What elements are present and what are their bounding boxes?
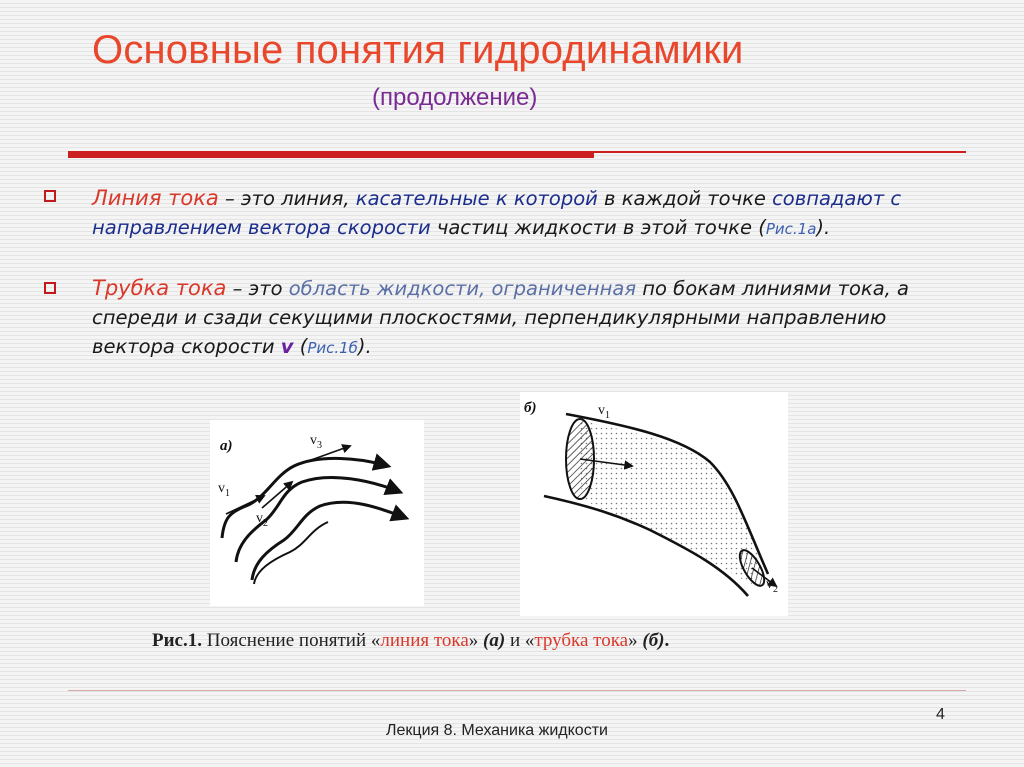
text-highlight: область жидкости, ограниченная xyxy=(288,277,637,300)
text-fragment: ). xyxy=(357,335,372,358)
text-fragment: ( xyxy=(293,335,308,358)
title-underline-thin xyxy=(594,151,966,153)
text-fragment: в каждой точке xyxy=(597,187,773,210)
velocity-vector-symbol: v xyxy=(280,335,294,358)
caption-text: » xyxy=(628,630,643,651)
page-number: 4 xyxy=(936,706,945,723)
caption-text: » xyxy=(468,630,484,651)
text-highlight: касательные к которой xyxy=(355,187,598,210)
figure-b-label: б) xyxy=(524,400,537,416)
caption-text: и « xyxy=(505,630,535,651)
caption-end: . xyxy=(664,630,670,651)
tube-fill xyxy=(578,420,760,584)
title-underline-thick xyxy=(68,151,594,158)
velocity-vector-v3 xyxy=(300,446,350,464)
text-fragment: частиц жидкости в этой точке ( xyxy=(430,216,766,239)
slide-title: Основные понятия гидродинамики xyxy=(92,28,744,72)
streamline xyxy=(222,458,388,538)
caption-prefix: Рис.1. xyxy=(152,630,202,651)
bullet-square-icon xyxy=(44,190,56,202)
footer-divider xyxy=(68,690,966,691)
term-streamline: Линия тока xyxy=(92,186,219,210)
caption-term-b: трубка тока xyxy=(534,630,629,651)
slide-subtitle: (продолжение) xyxy=(372,84,538,111)
text-fragment: по бокам линиями тока, а спереди и сзади секущими плоскостями, перпендикулярными направлению вектора скорости xyxy=(92,277,909,358)
stream-tube-diagram xyxy=(520,392,788,616)
bullet-streamline xyxy=(92,184,962,244)
figure-caption xyxy=(152,630,669,652)
streamline xyxy=(252,502,406,580)
v1-symbol: $v_1$ xyxy=(218,481,230,499)
figure-ref-1a: Рис.1а xyxy=(765,220,817,238)
streamlines-diagram xyxy=(210,420,424,606)
v2-symbol: $v_2$ xyxy=(766,577,778,595)
figure-streamlines xyxy=(210,420,424,606)
figure-stream-tube xyxy=(520,392,788,616)
text-highlight: совпадают с направлением вектора скорости xyxy=(92,187,902,239)
v2-symbol: $v_2$ xyxy=(256,511,268,529)
footer-text: Лекция 8. Механика жидкости xyxy=(386,722,608,739)
bullet-square-icon xyxy=(44,282,56,294)
text-fragment: ). xyxy=(816,216,831,239)
caption-mark-a: (а) xyxy=(483,630,506,651)
figure-a-label: а) xyxy=(220,438,233,454)
v3-symbol: $v_3$ xyxy=(310,433,322,451)
figure-ref-1b: Рис.1б xyxy=(307,339,358,357)
caption-text: Пояснение понятий « xyxy=(202,630,381,651)
term-stream-tube: Трубка тока xyxy=(92,276,227,300)
bullet-stream-tube xyxy=(92,274,962,363)
text-fragment: – это линия, xyxy=(218,187,356,210)
text-fragment: – это xyxy=(226,277,289,300)
caption-mark-b: (б) xyxy=(642,630,665,651)
v1-symbol: $v_1$ xyxy=(598,403,610,421)
caption-term-a: линия тока xyxy=(380,630,469,651)
